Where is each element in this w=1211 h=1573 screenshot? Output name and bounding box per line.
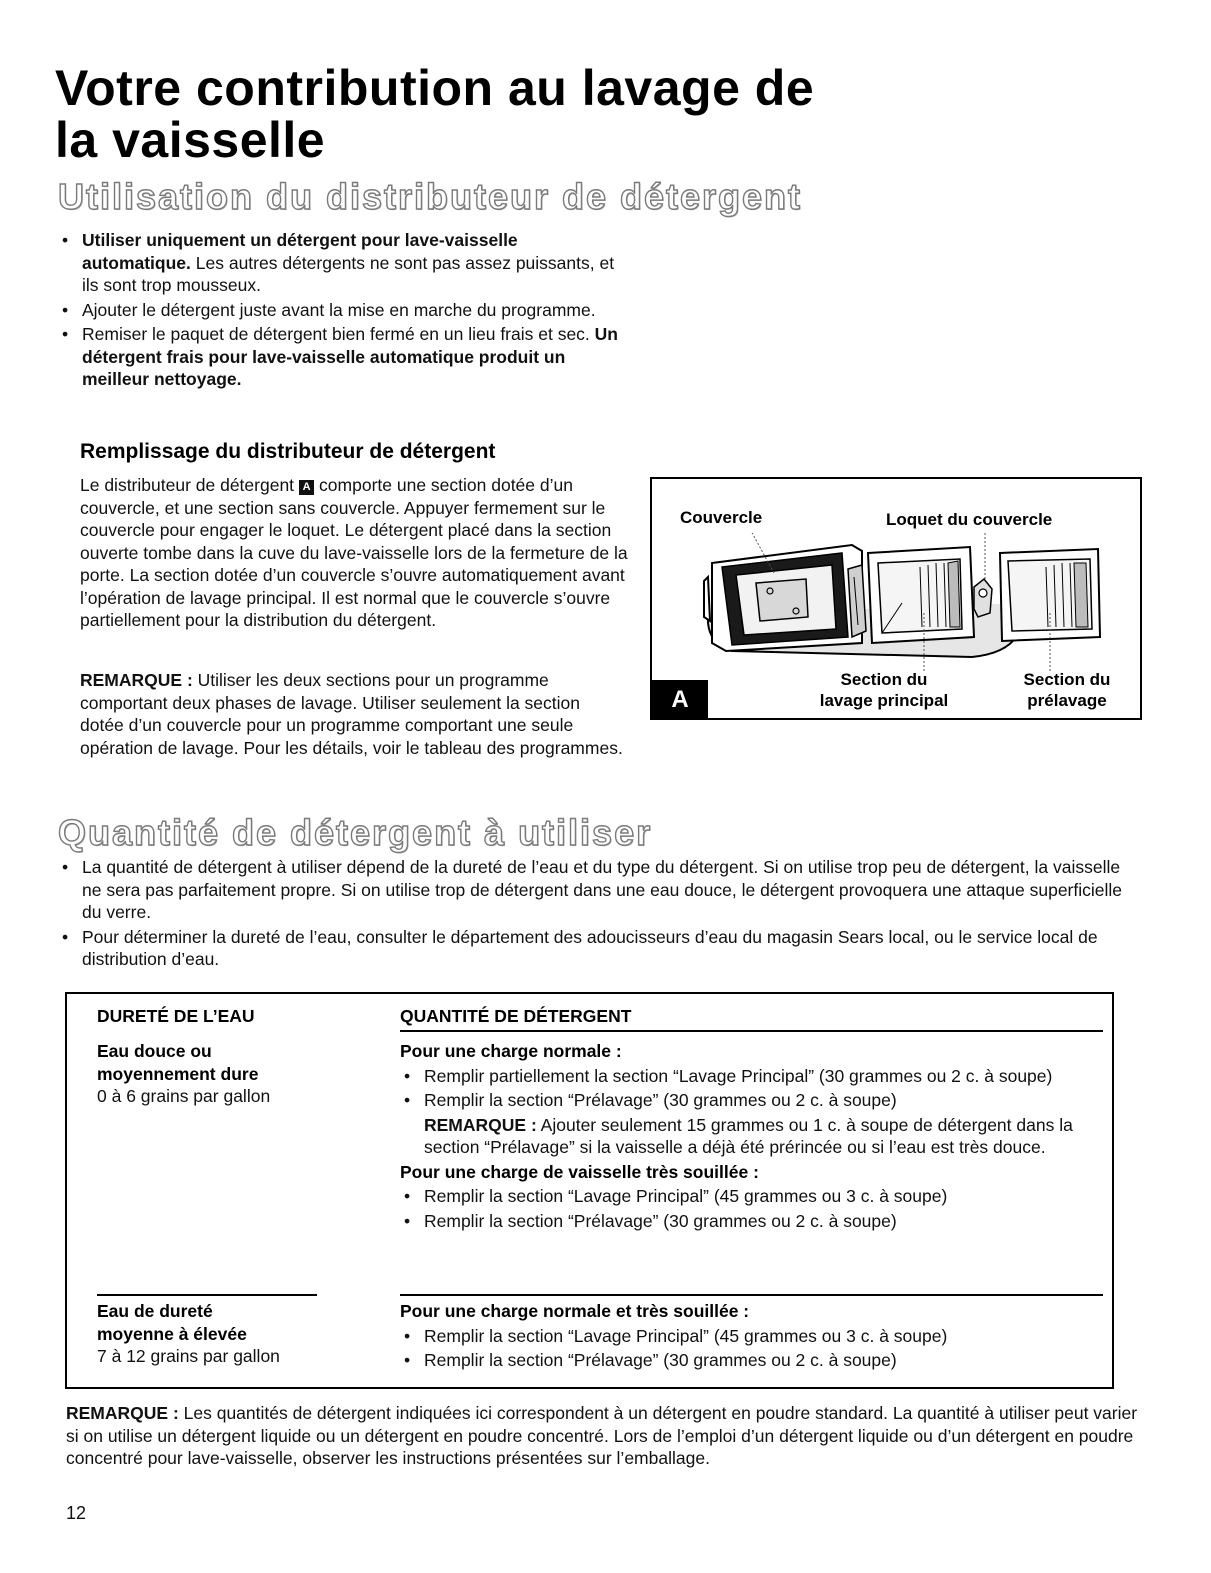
page-title-line-2: la vaisselle bbox=[55, 112, 326, 168]
hardness-range: 0 à 6 grains par gallon bbox=[97, 1086, 271, 1106]
bullet-text: Ajouter le détergent juste avant la mise en marche du programme. bbox=[82, 299, 596, 320]
label-main-wash-section bbox=[800, 669, 968, 711]
hardness-label: moyenne à élevée bbox=[97, 1323, 247, 1344]
note-label: REMARQUE : bbox=[66, 1403, 179, 1423]
dispenser-paragraph bbox=[80, 474, 628, 632]
label-prewash-section bbox=[998, 669, 1136, 711]
table-note bbox=[400, 1114, 1100, 1159]
label-main-wash-line-2: lavage principal bbox=[819, 691, 949, 710]
note-label: REMARQUE : bbox=[80, 670, 193, 690]
bullet-bold-text: Un détergent frais pour lave-vaisselle automatique produit un meilleur nettoyage. bbox=[82, 324, 618, 389]
label-lid: Couvercle bbox=[680, 508, 763, 527]
paragraph-text: Le distributeur de détergent bbox=[80, 475, 295, 495]
note-text: Ajouter seulement 15 grammes ou 1 c. à soupe de détergent dans la section “Prélavage” si la vaisselle a déjà été prérincée ou si l’eau est très douce. bbox=[424, 1114, 1073, 1157]
dispenser-bullets bbox=[58, 229, 618, 393]
hardness-label: Eau douce ou bbox=[97, 1041, 212, 1061]
page-number: 12 bbox=[66, 1503, 87, 1523]
list-item: • Remplir la section “Lavage Principal” (45 grammes ou 3 c. à soupe) bbox=[400, 1185, 1100, 1208]
bullet-item: • La quantité de détergent à utiliser dépend de la dureté de l’eau et du type du détergent. Si on utilise trop peu de détergent, la vaisselle ne sera pas parfaitement propre. Si on utilise trop de détergent dans une eau douce, le détergent provoquera une attaque superficielle du verre. bbox=[58, 856, 1138, 924]
column-header-quantity: QUANTITÉ DE DÉTERGENT bbox=[400, 1006, 632, 1026]
note-text: Les quantités de détergent indiquées ici correspondent à un détergent en poudre standard. La quantité à utiliser peut varier si on utilise un détergent liquide ou un détergent en poudre concentré. Lors de l’emploi d’un détergent liquide ou d’un détergent en poudre concentré pour lave-vaisselle, observer les instructions présentées sur l’emballage. bbox=[66, 1403, 1138, 1468]
figure-badge: A bbox=[652, 680, 708, 720]
bullet-text: Les autres détergents ne sont pas assez puissants, et ils sont trop mousseux. bbox=[82, 252, 615, 295]
hardness-label: Eau de dureté bbox=[97, 1301, 213, 1321]
column-header-hardness: DURETÉ DE L’EAU bbox=[97, 1006, 255, 1026]
dispenser-note bbox=[80, 669, 628, 759]
hardness-range: 7 à 12 grains par gallon bbox=[97, 1346, 280, 1366]
row-divider-right bbox=[400, 1294, 1103, 1296]
row-divider-left bbox=[97, 1294, 317, 1296]
section-heading-dispenser: Utilisation du distributeur de détergent bbox=[58, 176, 803, 217]
page-title-line-1: Votre contribution au lavage de bbox=[55, 60, 815, 116]
bullet-bold-text: Utiliser uniquement un détergent pour lave-vaisselle automatique. bbox=[82, 230, 518, 273]
bullet-text: Remiser le paquet de détergent bien fermé en un lieu frais et sec. bbox=[82, 324, 595, 344]
header-divider bbox=[400, 1030, 1103, 1032]
quantity-bullets bbox=[58, 856, 1138, 973]
figure-reference-badge: A bbox=[299, 480, 314, 495]
table-row-soft-water-hardness bbox=[97, 1040, 377, 1108]
section-heading-quantity: Quantité de détergent à utiliser bbox=[58, 812, 653, 853]
list-item: • Remplir la section “Prélavage” (30 grammes ou 2 c. à soupe) bbox=[400, 1349, 1100, 1372]
bullet-item bbox=[58, 323, 618, 391]
list-item: • Remplir partiellement la section “Lavage Principal” (30 grammes ou 2 c. à soupe) bbox=[400, 1065, 1100, 1088]
table-row-hard-water-quantity bbox=[400, 1300, 1100, 1374]
bullet-item bbox=[58, 299, 618, 322]
dispenser-figure bbox=[650, 477, 1142, 720]
footer-note bbox=[66, 1402, 1146, 1470]
load-title: Pour une charge de vaisselle très souillée : bbox=[400, 1161, 759, 1182]
dispenser-illustration bbox=[702, 533, 1142, 673]
label-prewash-line-1: Section du bbox=[1023, 670, 1111, 689]
list-item: • Remplir la section “Prélavage” (30 grammes ou 2 c. à soupe) bbox=[400, 1089, 1100, 1112]
bullet-item: • Pour déterminer la dureté de l’eau, consulter le département des adoucisseurs d’eau du magasin Sears local, ou le service local de distribution d’eau. bbox=[58, 926, 1138, 971]
list-item: • Remplir la section “Prélavage” (30 grammes ou 2 c. à soupe) bbox=[400, 1210, 1100, 1233]
page-title bbox=[55, 62, 814, 166]
load-title: Pour une charge normale : bbox=[400, 1041, 622, 1061]
hardness-label: moyennement dure bbox=[97, 1063, 259, 1084]
paragraph-text: comporte une section dotée d’un couvercle, et une section sans couvercle. Appuyer fermement sur le couvercle pour engager le loquet. Le détergent placé dans la section ouverte tombe dans la cuve du lave-vaisselle lors de la fermeture de la porte. La section dotée d’un couvercle s’ouvre automatiquement avant l’opération de lavage principal. Il est normal que le couvercle s’ouvre partiellement pour la distribution du détergent. bbox=[80, 475, 628, 630]
label-main-wash-line-1: Section du bbox=[840, 670, 928, 689]
list-item: • Remplir la section “Lavage Principal” (45 grammes ou 3 c. à soupe) bbox=[400, 1325, 1100, 1348]
table-row-hard-water-hardness bbox=[97, 1300, 377, 1368]
load-title: Pour une charge normale et très souillée : bbox=[400, 1301, 750, 1321]
detergent-table bbox=[65, 992, 1114, 1389]
note-label: REMARQUE : bbox=[424, 1114, 537, 1135]
bullet-item bbox=[58, 229, 618, 297]
label-prewash-line-2: prélavage bbox=[1027, 691, 1107, 710]
table-row-soft-water-quantity bbox=[400, 1040, 1100, 1234]
label-lid-latch: Loquet du couvercle bbox=[886, 510, 1053, 529]
sub-heading-filling: Remplissage du distributeur de détergent bbox=[80, 440, 496, 463]
note-text: Utiliser les deux sections pour un programme comportant deux phases de lavage. Utiliser seulement la section dotée d’un couvercle pour un programme comportant une seule opération de lavage. Pour les détails, voir le tableau des programmes. bbox=[80, 670, 623, 758]
